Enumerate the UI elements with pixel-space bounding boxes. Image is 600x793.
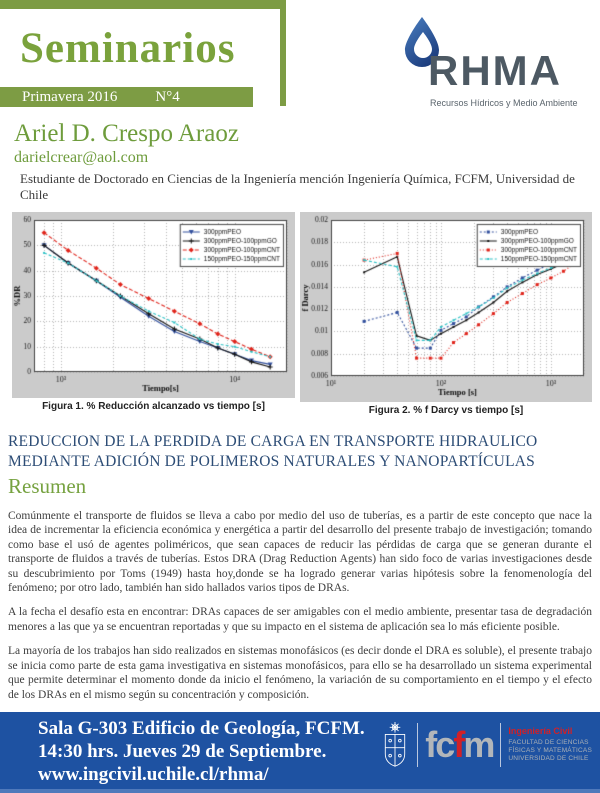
figure1-caption: Figura 1. % Reducción alcanzado vs tiempo [s] [42, 401, 265, 413]
speaker-affiliation: Estudiante de Doctorado en Ciencias de la Ingeniería mención Ingeniería Química, FCFM, Universidad de Chile [20, 170, 575, 203]
department-name: Ingeniería Civil [508, 725, 573, 736]
abstract-paragraph-3: La mayoría de los trabajos han sido realizados en sistemas monofásicos (es decir donde el DRA es soluble), el presente trabajo se inicia como parte de esta gama investigativa en sistemas monofásicos, para ello se ha desarrollado un sistema experimental que permite determinar el momento donde da inicio el fenómeno, la variación de su comportamiento en el tiempo y el efecto de los DRAs en el mismo según su concentración y composición. [8, 645, 592, 701]
fcfm-red-letter: f [453, 723, 464, 765]
faculty-line: FÍSICAS Y MATEMÁTICAS [508, 746, 592, 754]
green-vertical-rule [280, 9, 286, 106]
rhma-wordmark: RHMA [428, 47, 562, 94]
rhma-tagline: Recursos Hídricos y Medio Ambiente [430, 98, 578, 108]
figure2-caption: Figura 2. % f Darcy vs tiempo [s] [368, 405, 524, 417]
website-link[interactable]: www.ingcivil.uchile.cl/rhma/ [38, 763, 269, 785]
abstract-paragraph-2: A la fecha el desafío esta en encontrar: DRAs capaces de ser amigables con el medio ambiente, presentar tasa de degradación menores a las que ya se encuentran reportadas y que su impacto en el sistema de aplicación sea lo más eficiente posible. [8, 606, 592, 633]
figure1-chart [12, 212, 295, 398]
figure-1 [12, 212, 295, 412]
event-location: Sala G-303 Edificio de Geología, FCFM. [38, 717, 365, 739]
speaker-email-link[interactable]: darielcrear@aol.com [14, 148, 149, 166]
fcfm-letters: fc [425, 723, 454, 765]
abstract-section [8, 432, 592, 702]
edition-season: Primavera 2016 [22, 88, 118, 105]
faculty-line: FACULTAD DE CIENCIAS [508, 738, 589, 746]
footer [0, 712, 600, 793]
rhma-logo [382, 14, 594, 110]
abstract-paragraph-1: Comúnmente el transporte de fluidos se lleva a cabo por medio del uso de tuberías, es a partir de este concepto que nace la idea de incrementar la eficiencia económica y energética a partir del desarrollo del presente trabajo de investigación; tomando como base el usó de agentes poliméricos, que sean capaces de reducir las pérdidas de carga que se generan durante el transporte de fluidos a través de tuberías. Estos DRA (Drag Reduction Agents) han sido foco de varias investigaciones desde su descubrimiento por Toms (1949) hasta hoy,donde se ha logrado generar varias hipótesis sobre la fenomenología del fenómeno; por otro lado, también han sido hallados varios tipos de DRAs. [8, 510, 592, 595]
figures-row [12, 212, 592, 416]
footer-divider-1 [417, 723, 418, 767]
event-datetime: 14:30 hrs. Jueves 29 de Septiembre. [38, 740, 327, 762]
speaker-block [14, 120, 600, 204]
edition-number: N°4 [155, 88, 180, 105]
resumen-heading: Resumen [8, 474, 87, 499]
faculty-block [508, 727, 592, 763]
fcfm-letters: m [463, 723, 494, 765]
speaker-name: Ariel D. Crespo Araoz [14, 120, 239, 147]
fcfm-logo [425, 723, 494, 765]
talk-title: REDUCCION DE LA PERDIDA DE CARGA EN TRANSPORTE HIDRAULICO MEDIANTE ADICIÓN DE POLIMEROS NATURALES Y NANOPARTÍCULAS [8, 433, 538, 470]
figure-2 [300, 212, 592, 416]
uchile-crest-icon [380, 720, 410, 770]
footer-logos [380, 720, 592, 770]
page-title: Seminarios [20, 25, 236, 72]
edition-bar [0, 87, 253, 107]
figure2-chart [300, 212, 592, 402]
footer-divider-2 [500, 723, 501, 767]
top-green-strip [0, 0, 286, 9]
faculty-line: UNIVERSIDAD DE CHILE [508, 754, 589, 762]
header [0, 0, 600, 112]
